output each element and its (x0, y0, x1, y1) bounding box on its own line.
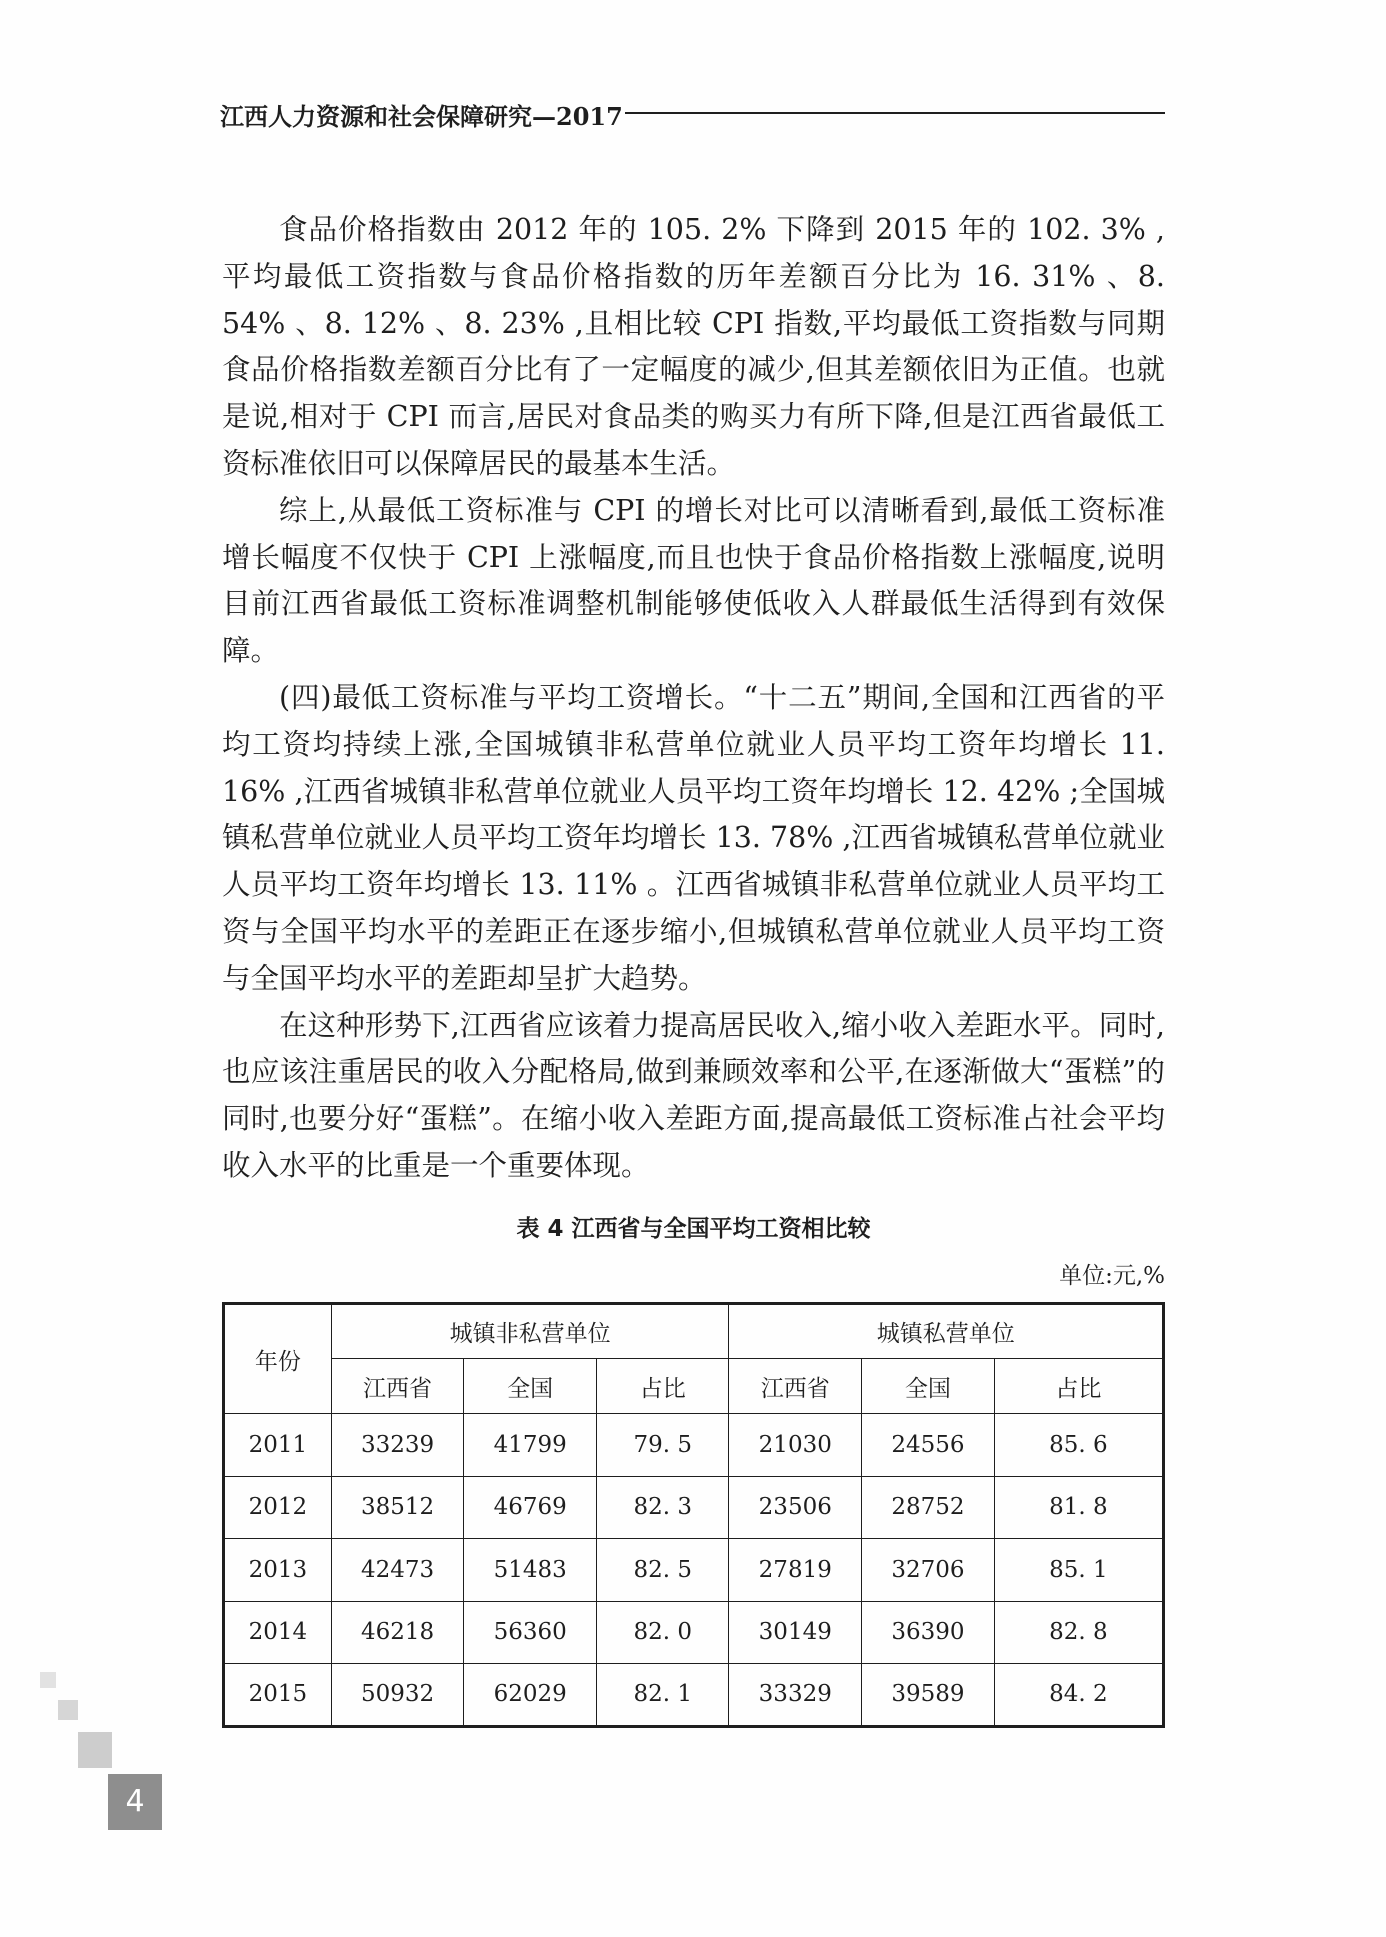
group-header-non-private: 城镇非私营单位 (331, 1304, 729, 1359)
table-cell: 30149 (729, 1601, 862, 1664)
table-cell: 82. 5 (597, 1539, 729, 1602)
table-row (224, 1414, 1164, 1477)
table-cell: 85. 6 (994, 1414, 1163, 1477)
table-cell: 28752 (862, 1476, 995, 1539)
paragraph-average-wage: (四)最低工资标准与平均工资增长。“十二五”期间,全国和江西省的平均工资均持续上涨,全国城镇非私营单位就业人员平均工资年均增长 11. 16% ,江西省城镇非私营单位就业人员平均工资年均增长 12. 42% ;全国城镇私营单位就业人员平均工资年均增长 13. 78% ,江西省城镇私营单位就业人员平均工资年均增长 13. 11% 。江西省城镇非私营单位就业人员平均工资与全国平均水平的差距正在逐步缩小,但城镇私营单位就业人员平均工资与全国平均水平的差距却呈扩大趋势。 (222, 680, 1165, 995)
table-cell: 82. 1 (597, 1664, 729, 1727)
table-cell: 39589 (862, 1664, 995, 1727)
table-cell: 27819 (729, 1539, 862, 1602)
table-cell: 84. 2 (994, 1664, 1163, 1727)
decorative-square (40, 1672, 56, 1688)
subheader-ratio: 占比 (994, 1359, 1163, 1414)
group-header-private: 城镇私营单位 (729, 1304, 1164, 1359)
table-caption: 表 4 江西省与全国平均工资相比较 (516, 1216, 871, 1242)
decorative-square (58, 1700, 78, 1720)
page-number: 4 (108, 1774, 162, 1830)
table-cell: 62029 (464, 1664, 597, 1727)
table-cell: 56360 (464, 1601, 597, 1664)
paragraph-summary: 综上,从最低工资标准与 CPI 的增长对比可以清晰看到,最低工资标准增长幅度不仅快于 CPI 上涨幅度,而且也快于食品价格指数上涨幅度,说明目前江西省最低工资标准调整机制能够使低收入人群最低生活得到有效保障。 (222, 493, 1165, 668)
table-cell: 46769 (464, 1476, 597, 1539)
table-cell: 2012 (224, 1476, 332, 1539)
table-cell: 2014 (224, 1601, 332, 1664)
table-cell: 82. 3 (597, 1476, 729, 1539)
table-cell: 21030 (729, 1414, 862, 1477)
subheader-ratio: 占比 (597, 1359, 729, 1414)
table-row (224, 1539, 1164, 1602)
table-cell: 24556 (862, 1414, 995, 1477)
subheader-national: 全国 (464, 1359, 597, 1414)
table-cell: 79. 5 (597, 1414, 729, 1477)
paragraph-income-gap: 在这种形势下,江西省应该着力提高居民收入,缩小收入差距水平。同时,也应该注重居民的收入分配格局,做到兼顾效率和公平,在逐渐做大“蛋糕”的同时,也要分好“蛋糕”。在缩小收入差距方面,提高最低工资标准占社会平均收入水平的比重是一个重要体现。 (222, 1008, 1165, 1182)
table-cell: 32706 (862, 1539, 995, 1602)
year-header: 年份 (224, 1304, 332, 1414)
header-title: 江西人力资源和社会保障研究—2017 (220, 102, 623, 131)
body-text (222, 207, 1165, 1190)
table-cell: 2015 (224, 1664, 332, 1727)
table-cell: 2013 (224, 1539, 332, 1602)
table-cell: 81. 8 (994, 1476, 1163, 1539)
table-cell: 38512 (331, 1476, 464, 1539)
table-unit: 单位:元,% (1059, 1263, 1165, 1289)
table-cell: 50932 (331, 1664, 464, 1727)
table-row (224, 1601, 1164, 1664)
table-cell: 2011 (224, 1414, 332, 1477)
table-row (224, 1664, 1164, 1727)
table-cell: 82. 8 (994, 1601, 1163, 1664)
subheader-jiangxi: 江西省 (729, 1359, 862, 1414)
table-cell: 51483 (464, 1539, 597, 1602)
table-cell: 36390 (862, 1601, 995, 1664)
table-cell: 33329 (729, 1664, 862, 1727)
table-row (224, 1476, 1164, 1539)
header-rule (625, 112, 1165, 114)
subheader-national: 全国 (862, 1359, 995, 1414)
table-cell: 41799 (464, 1414, 597, 1477)
table-cell: 46218 (331, 1601, 464, 1664)
wage-comparison-table (222, 1302, 1165, 1728)
table-cell: 85. 1 (994, 1539, 1163, 1602)
table-cell: 42473 (331, 1539, 464, 1602)
table-cell: 33239 (331, 1414, 464, 1477)
decorative-square (78, 1732, 112, 1768)
running-header (220, 97, 1165, 131)
table-cell: 82. 0 (597, 1601, 729, 1664)
subheader-jiangxi: 江西省 (331, 1359, 464, 1414)
table-cell: 23506 (729, 1476, 862, 1539)
paragraph-food-price: 食品价格指数由 2012 年的 105. 2% 下降到 2015 年的 102. 3% ,平均最低工资指数与食品价格指数的历年差额百分比为 16. 31% 、8. 54% 、8. 12% 、8. 23% ,且相比较 CPI 指数,平均最低工资指数与同期食品价格指数差额百分比有了一定幅度的减少,但其差额依旧为正值。也就是说,相对于 CPI 而言,居民对食品类的购买力有所下降,但是江西省最低工资标准依旧可以保障居民的最基本生活。 (222, 213, 1165, 480)
